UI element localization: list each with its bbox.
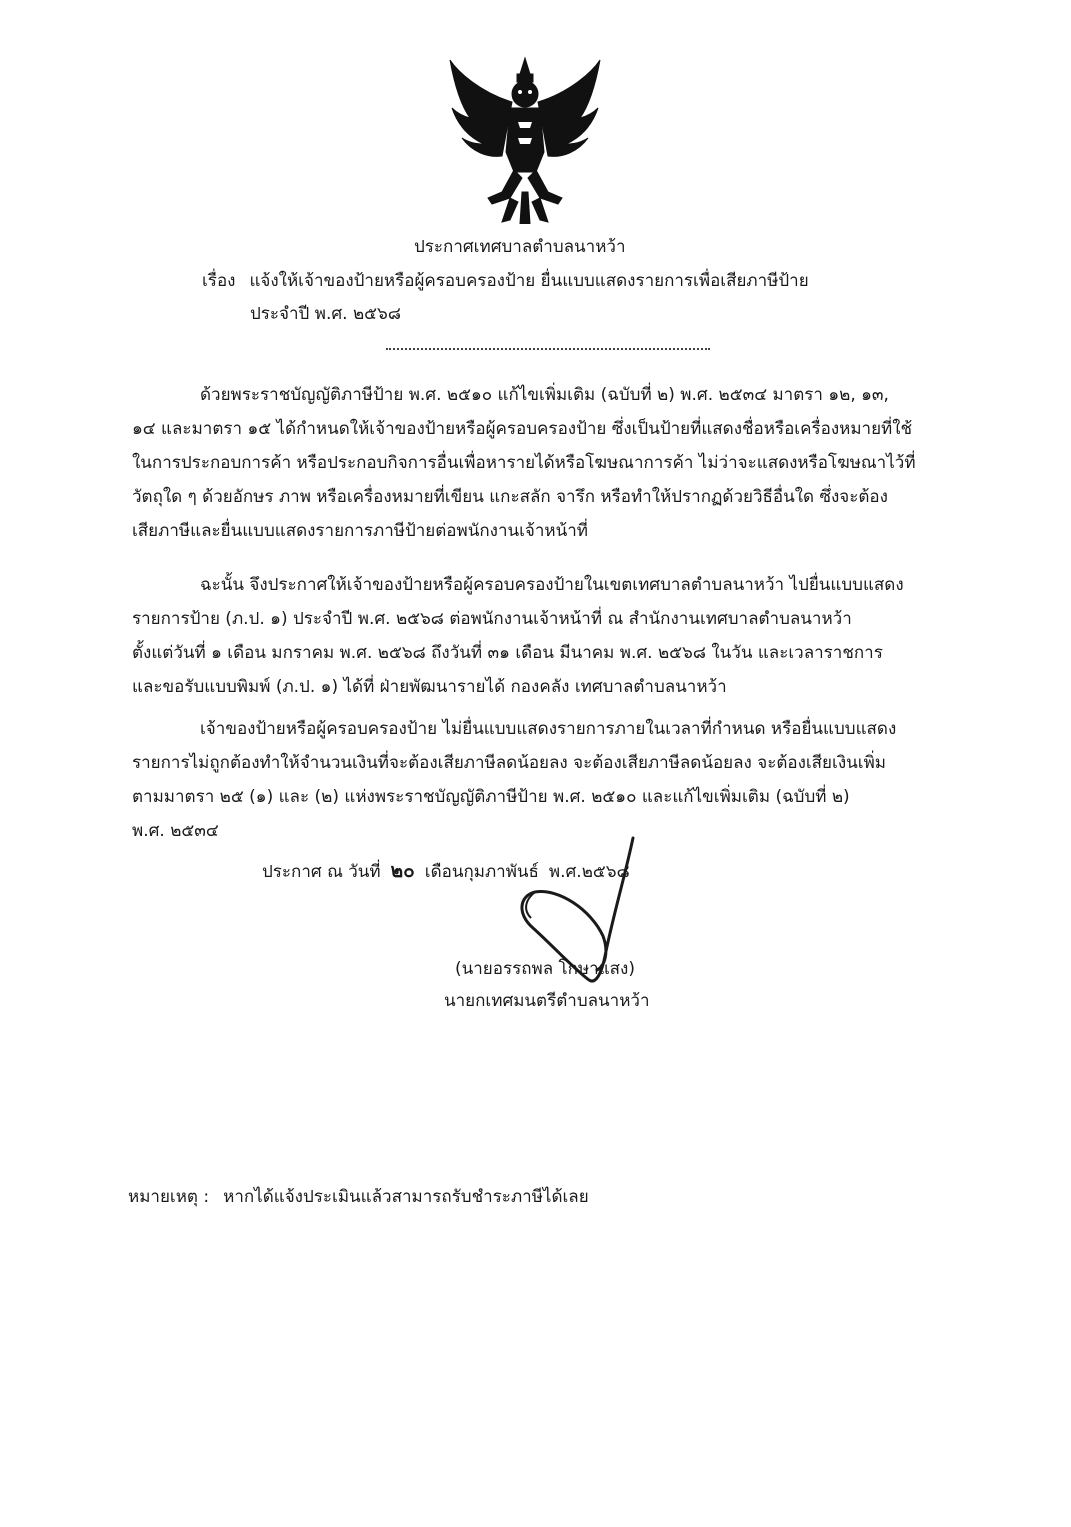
footnote bbox=[128, 1186, 589, 1208]
paragraph-line: วัตถุใด ๆ ด้วยอักษร ภาพ หรือเครื่องหมายที่เขียน แกะสลัก จารึก หรือทำให้ปรากฏด้วยวิธีอื่นใด ซึ่งจะต้อง bbox=[132, 487, 888, 507]
signer-name: (นายอรรถพล โกษาแสง) bbox=[455, 959, 635, 979]
paragraph-line: ฉะนั้น จึงประกาศให้เจ้าของป้ายหรือผู้ครอบครองป้ายในเขตเทศบาลตำบลนาหว้า ไปยื่นแบบแสดง bbox=[200, 575, 904, 595]
announcement-heading: ประกาศเทศบาลตำบลนาหว้า bbox=[414, 237, 626, 257]
date-prefix: ประกาศ ณ วันที่ bbox=[262, 862, 381, 882]
paragraph-line: ๑๔ และมาตรา ๑๕ ได้กำหนดให้เจ้าของป้ายหรือผู้ครอบครองป้าย ซึ่งเป็นป้ายที่แสดงชื่อหรือเครื่องหมายที่ใช้ bbox=[132, 419, 913, 439]
signer-title: นายกเทศมนตรีตำบลนาหว้า bbox=[444, 991, 650, 1011]
footnote-label: หมายเหตุ : bbox=[128, 1187, 210, 1207]
subject-text: แจ้งให้เจ้าของป้ายหรือผู้ครอบครองป้าย ยื่นแบบแสดงรายการเพื่อเสียภาษีป้าย bbox=[249, 271, 809, 291]
paragraph-2 bbox=[132, 568, 954, 704]
paragraph-line: และขอรับแบบพิมพ์ (ภ.ป. ๑) ได้ที่ ฝ่ายพัฒนารายได้ กองคลัง เทศบาลตำบลนาหว้า bbox=[132, 677, 727, 697]
paragraph-line: เจ้าของป้ายหรือผู้ครอบครองป้าย ไม่ยื่นแบบแสดงรายการภายในเวลาที่กำหนด หรือยื่นแบบแสดง bbox=[200, 719, 897, 739]
garuda-emblem-icon bbox=[440, 52, 610, 224]
paragraph-3 bbox=[132, 712, 954, 848]
paragraph-1 bbox=[132, 378, 954, 548]
paragraph-line: เสียภาษีและยื่นแบบแสดงรายการภาษีป้ายต่อพนักงานเจ้าหน้าที่ bbox=[132, 521, 589, 541]
subject-year-line: ประจำปี พ.ศ. ๒๕๖๘ bbox=[250, 304, 401, 324]
paragraph-line: ตั้งแต่วันที่ ๑ เดือน มกราคม พ.ศ. ๒๕๖๘ ถึงวันที่ ๓๑ เดือน มีนาคม พ.ศ. ๒๕๖๘ ในวัน และเวลาราชการ bbox=[132, 643, 883, 663]
subject-label: เรื่อง bbox=[202, 271, 236, 291]
paragraph-line: รายการไม่ถูกต้องทำให้จำนวนเงินที่จะต้องเสียภาษีลดน้อยลง จะต้องเสียภาษีลดน้อยลง จะต้องเสียเงินเพิ่ม bbox=[132, 753, 886, 773]
date-day: ๒๐ bbox=[390, 860, 415, 882]
paragraph-line: ในการประกอบการค้า หรือประกอบกิจการอื่นเพื่อหารายได้หรือโฆษณาการค้า ไม่ว่าจะแสดงหรือโฆษณาไว้ที่ bbox=[132, 453, 916, 473]
subject-row bbox=[202, 270, 809, 292]
date-year: พ.ศ.๒๕๖๘ bbox=[548, 862, 630, 882]
dotted-divider bbox=[386, 348, 710, 350]
paragraph-line: พ.ศ. ๒๕๓๔ bbox=[132, 821, 219, 841]
paragraph-line: ตามมาตรา ๒๕ (๑) และ (๒) แห่งพระราชบัญญัติภาษีป้าย พ.ศ. ๒๕๑๐ และแก้ไขเพิ่มเติม (ฉบับที่ ๒) bbox=[132, 787, 850, 807]
footnote-text: หากได้แจ้งประเมินแล้วสามารถรับชำระภาษีได้เลย bbox=[223, 1187, 589, 1207]
date-month: เดือนกุมภาพันธ์ bbox=[424, 862, 539, 882]
paragraph-line: รายการป้าย (ภ.ป. ๑) ประจำปี พ.ศ. ๒๕๖๘ ต่อพนักงานเจ้าหน้าที่ ณ สำนักงานเทศบาลตำบลนาหว้า bbox=[132, 609, 852, 629]
paragraph-line: ด้วยพระราชบัญญัติภาษีป้าย พ.ศ. ๒๕๑๐ แก้ไขเพิ่มเติม (ฉบับที่ ๒) พ.ศ. ๒๕๓๔ มาตรา ๑๒, ๑๓, bbox=[200, 385, 889, 405]
